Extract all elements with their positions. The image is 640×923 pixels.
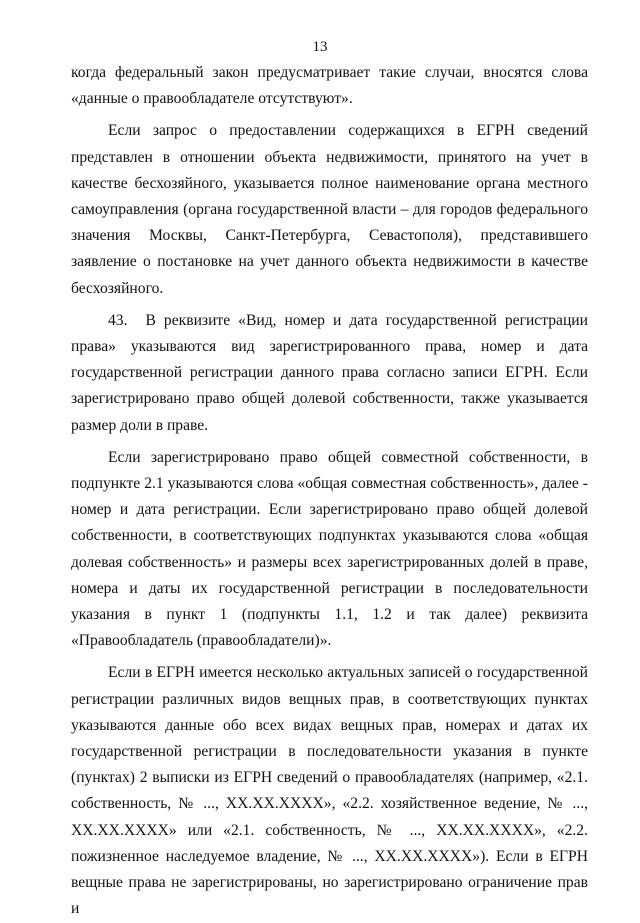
paragraph-43 [71,308,588,439]
paragraph-joint-ownership: Если зарегистрировано право общей совместной собственности, в подпункте 2.1 указываются слова «общая совместная собственность», далее - номер и дата регистрации. Если зарегистрировано право общей долевой собственности, в соответствующих подпунктах указываются слова «общая долевая собственность» и размеры всех зарегистрированных долей в праве, номера и даты их государственной регистрации в последовательности указания в пункт 1 (подпункты 1.1, 1.2 и так далее) реквизита «Правообладатель (правообладатели)». [71,448,588,650]
paragraph-continuation: когда федеральный закон предусматривает такие случаи, вносятся слова «данные о правообладателе отсутствуют». [71,64,588,108]
paragraph-multiple-records: Если в ЕГРН имеется несколько актуальных записей о государственной регистрации различных видов вещных прав, в соответствующих пунктах указываются данные обо всех видах вещных прав, номерах и датах их государственной регистрации в последовательности указания в пункте (пунктах) 2 выписки из ЕГРН сведений о правообладателях (например, «2.1. собственность, № ..., XX.XX.XXXX», «2.2. хозяйственное ведение, № ..., XX.XX.XXXX» или «2.1. собственность, № ..., XX.XX.XXXX», «2.2. пожизненное наследуемое владение, № ..., XX.XX.XXXX»). Если в ЕГРН вещные права не зарегистрированы, но зарегистрировано ограничение прав и [71,664,588,918]
paragraph-number: 43. [108,311,128,329]
paragraph-ownerless-object: Если запрос о предоставлении содержащихся в ЕГРН сведений представлен в отношении объекта недвижимости, принятого на учет в качестве бесхозяйного, указывается полное наименование органа местного самоуправления (органа государственной власти – для городов федерального значения Москвы, Санкт-Петербурга, Севастополя), представившего заявление о постановке на учет данного объекта недвижимости в качестве бесхозяйного. [71,122,588,297]
page-number: 13 [312,39,328,55]
document-body [71,60,588,923]
paragraph-43-text: В реквизите «Вид, номер и дата государственной регистрации права» указываются вид зарегистрированного права, номер и дата государственной регистрации данного права согласно записи ЕГРН. Если зарегистрировано право общей долевой собственности, также указывается размер доли в праве. [71,311,588,434]
